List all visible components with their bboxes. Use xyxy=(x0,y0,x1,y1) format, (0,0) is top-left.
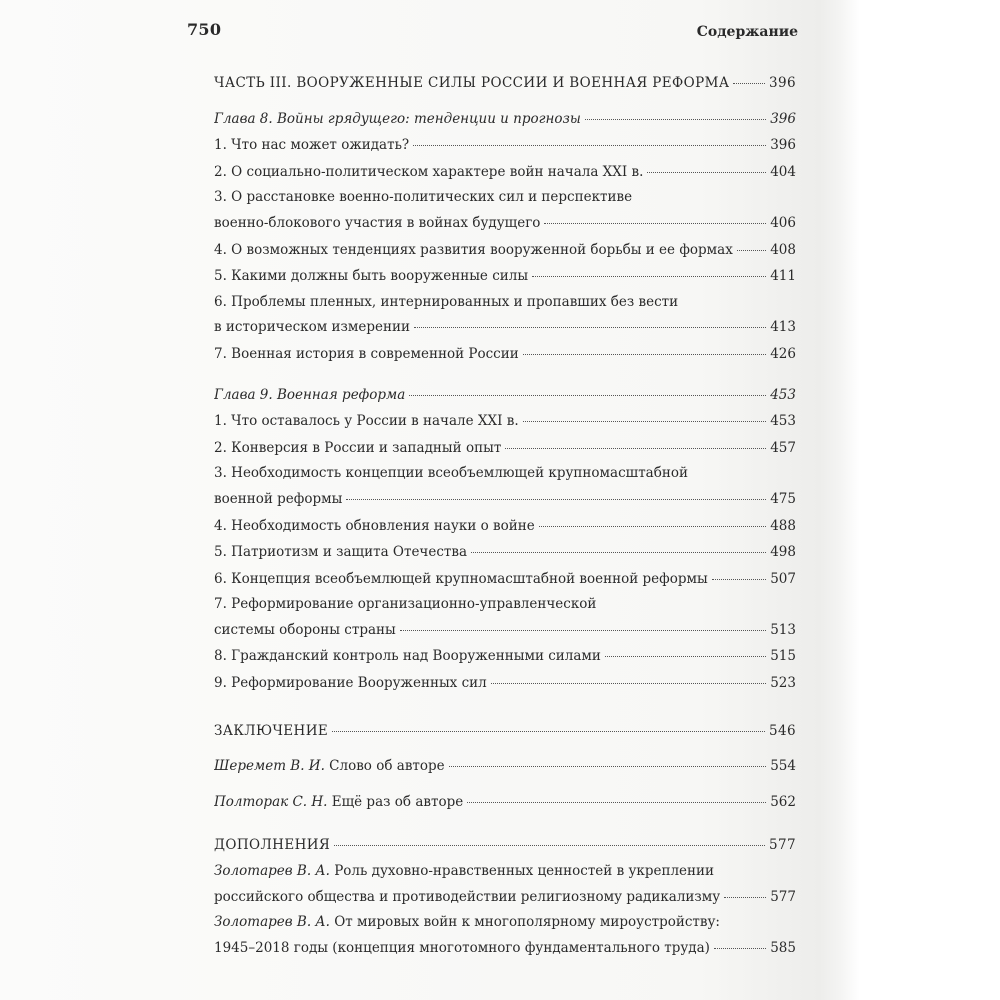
toc-part-3 xyxy=(214,70,796,97)
toc-supplement-2-line1: Золотарев В. А. От мировых войн к многополярному мироустройству: xyxy=(214,914,720,931)
toc-section-line1: 3. Необходимость концепции всеобъемлющей крупномасштабной xyxy=(214,465,688,482)
toc-section: 5. Какими должны быть вооруженные силы 411 xyxy=(214,268,796,285)
toc-section: 5. Патриотизм и защита Отечества 498 xyxy=(214,544,796,561)
toc-section: 6. Концепция всеобъемлющей крупномасштабной военной реформы 507 xyxy=(214,570,796,587)
toc-entry-title: ЧАСТЬ III. ВООРУЖЕННЫЕ СИЛЫ РОССИИ И ВОЕННАЯ РЕФОРМА xyxy=(214,75,730,91)
toc-section: военной реформы 475 xyxy=(214,490,796,507)
toc-section: системы обороны страны 513 xyxy=(214,621,796,638)
page-number: 750 xyxy=(187,20,222,39)
toc-supplement-1-line1: Золотарев В. А. Роль духовно-нравственных ценностей в укреплении xyxy=(214,863,715,880)
toc-section: 4. Необходимость обновления науки о войне 488 xyxy=(214,517,796,534)
dot-leader xyxy=(647,172,766,173)
dot-leader xyxy=(523,354,767,355)
running-head: Содержание xyxy=(696,24,798,40)
dot-leader xyxy=(523,421,767,422)
toc-section-line1: 6. Проблемы пленных, интернированных и пропавших без вести xyxy=(214,293,679,310)
dot-leader xyxy=(714,948,766,949)
toc-supplement-1: российского общества и противодействии религиозному радикализму 577 xyxy=(214,888,796,905)
dot-leader xyxy=(471,552,766,553)
toc-section: 1. Что нас может ожидать? 396 xyxy=(214,137,796,154)
author-name: Полторак С. Н. xyxy=(214,793,328,810)
author-name: Золотарев В. А. xyxy=(214,914,330,931)
toc-section: военно-блокового участия в войнах будущего 406 xyxy=(214,214,796,231)
dot-leader xyxy=(346,499,766,500)
toc-entry-page: 453 xyxy=(770,386,796,403)
dot-leader xyxy=(605,656,766,657)
dot-leader xyxy=(532,276,766,277)
dot-leader xyxy=(409,395,766,396)
dot-leader xyxy=(400,630,766,631)
author-name: Шеремет В. И. xyxy=(214,758,325,775)
toc-entry-page: 396 xyxy=(769,75,796,91)
dot-leader xyxy=(539,526,766,527)
toc-supplement-2: 1945–2018 годы (концепция многотомного фундаментального труда) 585 xyxy=(214,939,796,956)
toc-section: 2. О социально-политическом характере войн начала XXI в. 404 xyxy=(214,163,796,180)
dot-leader xyxy=(467,802,766,803)
toc-entry-page: 396 xyxy=(770,110,796,127)
dot-leader xyxy=(712,579,766,580)
toc-section: 1. Что оставалось у России в начале XXI в. 453 xyxy=(214,413,796,430)
toc-entry-title: Глава 8. Войны грядущего: тенденции и прогнозы xyxy=(214,110,581,127)
dot-leader xyxy=(449,766,767,767)
dot-leader xyxy=(505,448,766,449)
dot-leader xyxy=(334,845,765,846)
toc-about-author-1: Шеремет В. И. Слово об авторе 554 xyxy=(214,758,796,775)
toc-about-author-2: Полторак С. Н. Ещё раз об авторе 562 xyxy=(214,793,796,810)
dot-leader xyxy=(737,250,766,251)
toc-section-line1: 3. О расстановке военно-политических сил и перспективе xyxy=(214,189,633,206)
dot-leader xyxy=(491,683,766,684)
dot-leader xyxy=(413,145,766,146)
dot-leader xyxy=(332,731,765,732)
toc-section: 4. О возможных тенденциях развития вооруженной борьбы и ее формах 408 xyxy=(214,241,796,258)
toc-chapter-8 xyxy=(214,106,796,133)
toc-conclusion: ЗАКЛЮЧЕНИЕ 546 xyxy=(214,722,796,739)
toc-supplements: ДОПОЛНЕНИЯ 577 xyxy=(214,837,796,854)
dot-leader xyxy=(724,897,766,898)
table-of-contents xyxy=(214,70,796,961)
dot-leader xyxy=(733,83,765,84)
toc-section: в историческом измерении 413 xyxy=(214,319,796,336)
author-name: Золотарев В. А. xyxy=(214,863,330,880)
toc-section: 9. Реформирование Вооруженных сил 523 xyxy=(214,675,796,692)
toc-entry-title: Глава 9. Военная реформа xyxy=(214,386,406,403)
toc-section-line1: 7. Реформирование организационно-управленческой xyxy=(214,596,597,613)
toc-section: 7. Военная история в современной России 426 xyxy=(214,345,796,362)
dot-leader xyxy=(414,327,766,328)
toc-chapter-9 xyxy=(214,382,796,409)
dot-leader xyxy=(544,223,766,224)
toc-section: 2. Конверсия в России и западный опыт 457 xyxy=(214,439,796,456)
toc-section: 8. Гражданский контроль над Вооруженными силами 515 xyxy=(214,648,796,665)
dot-leader xyxy=(585,119,766,120)
